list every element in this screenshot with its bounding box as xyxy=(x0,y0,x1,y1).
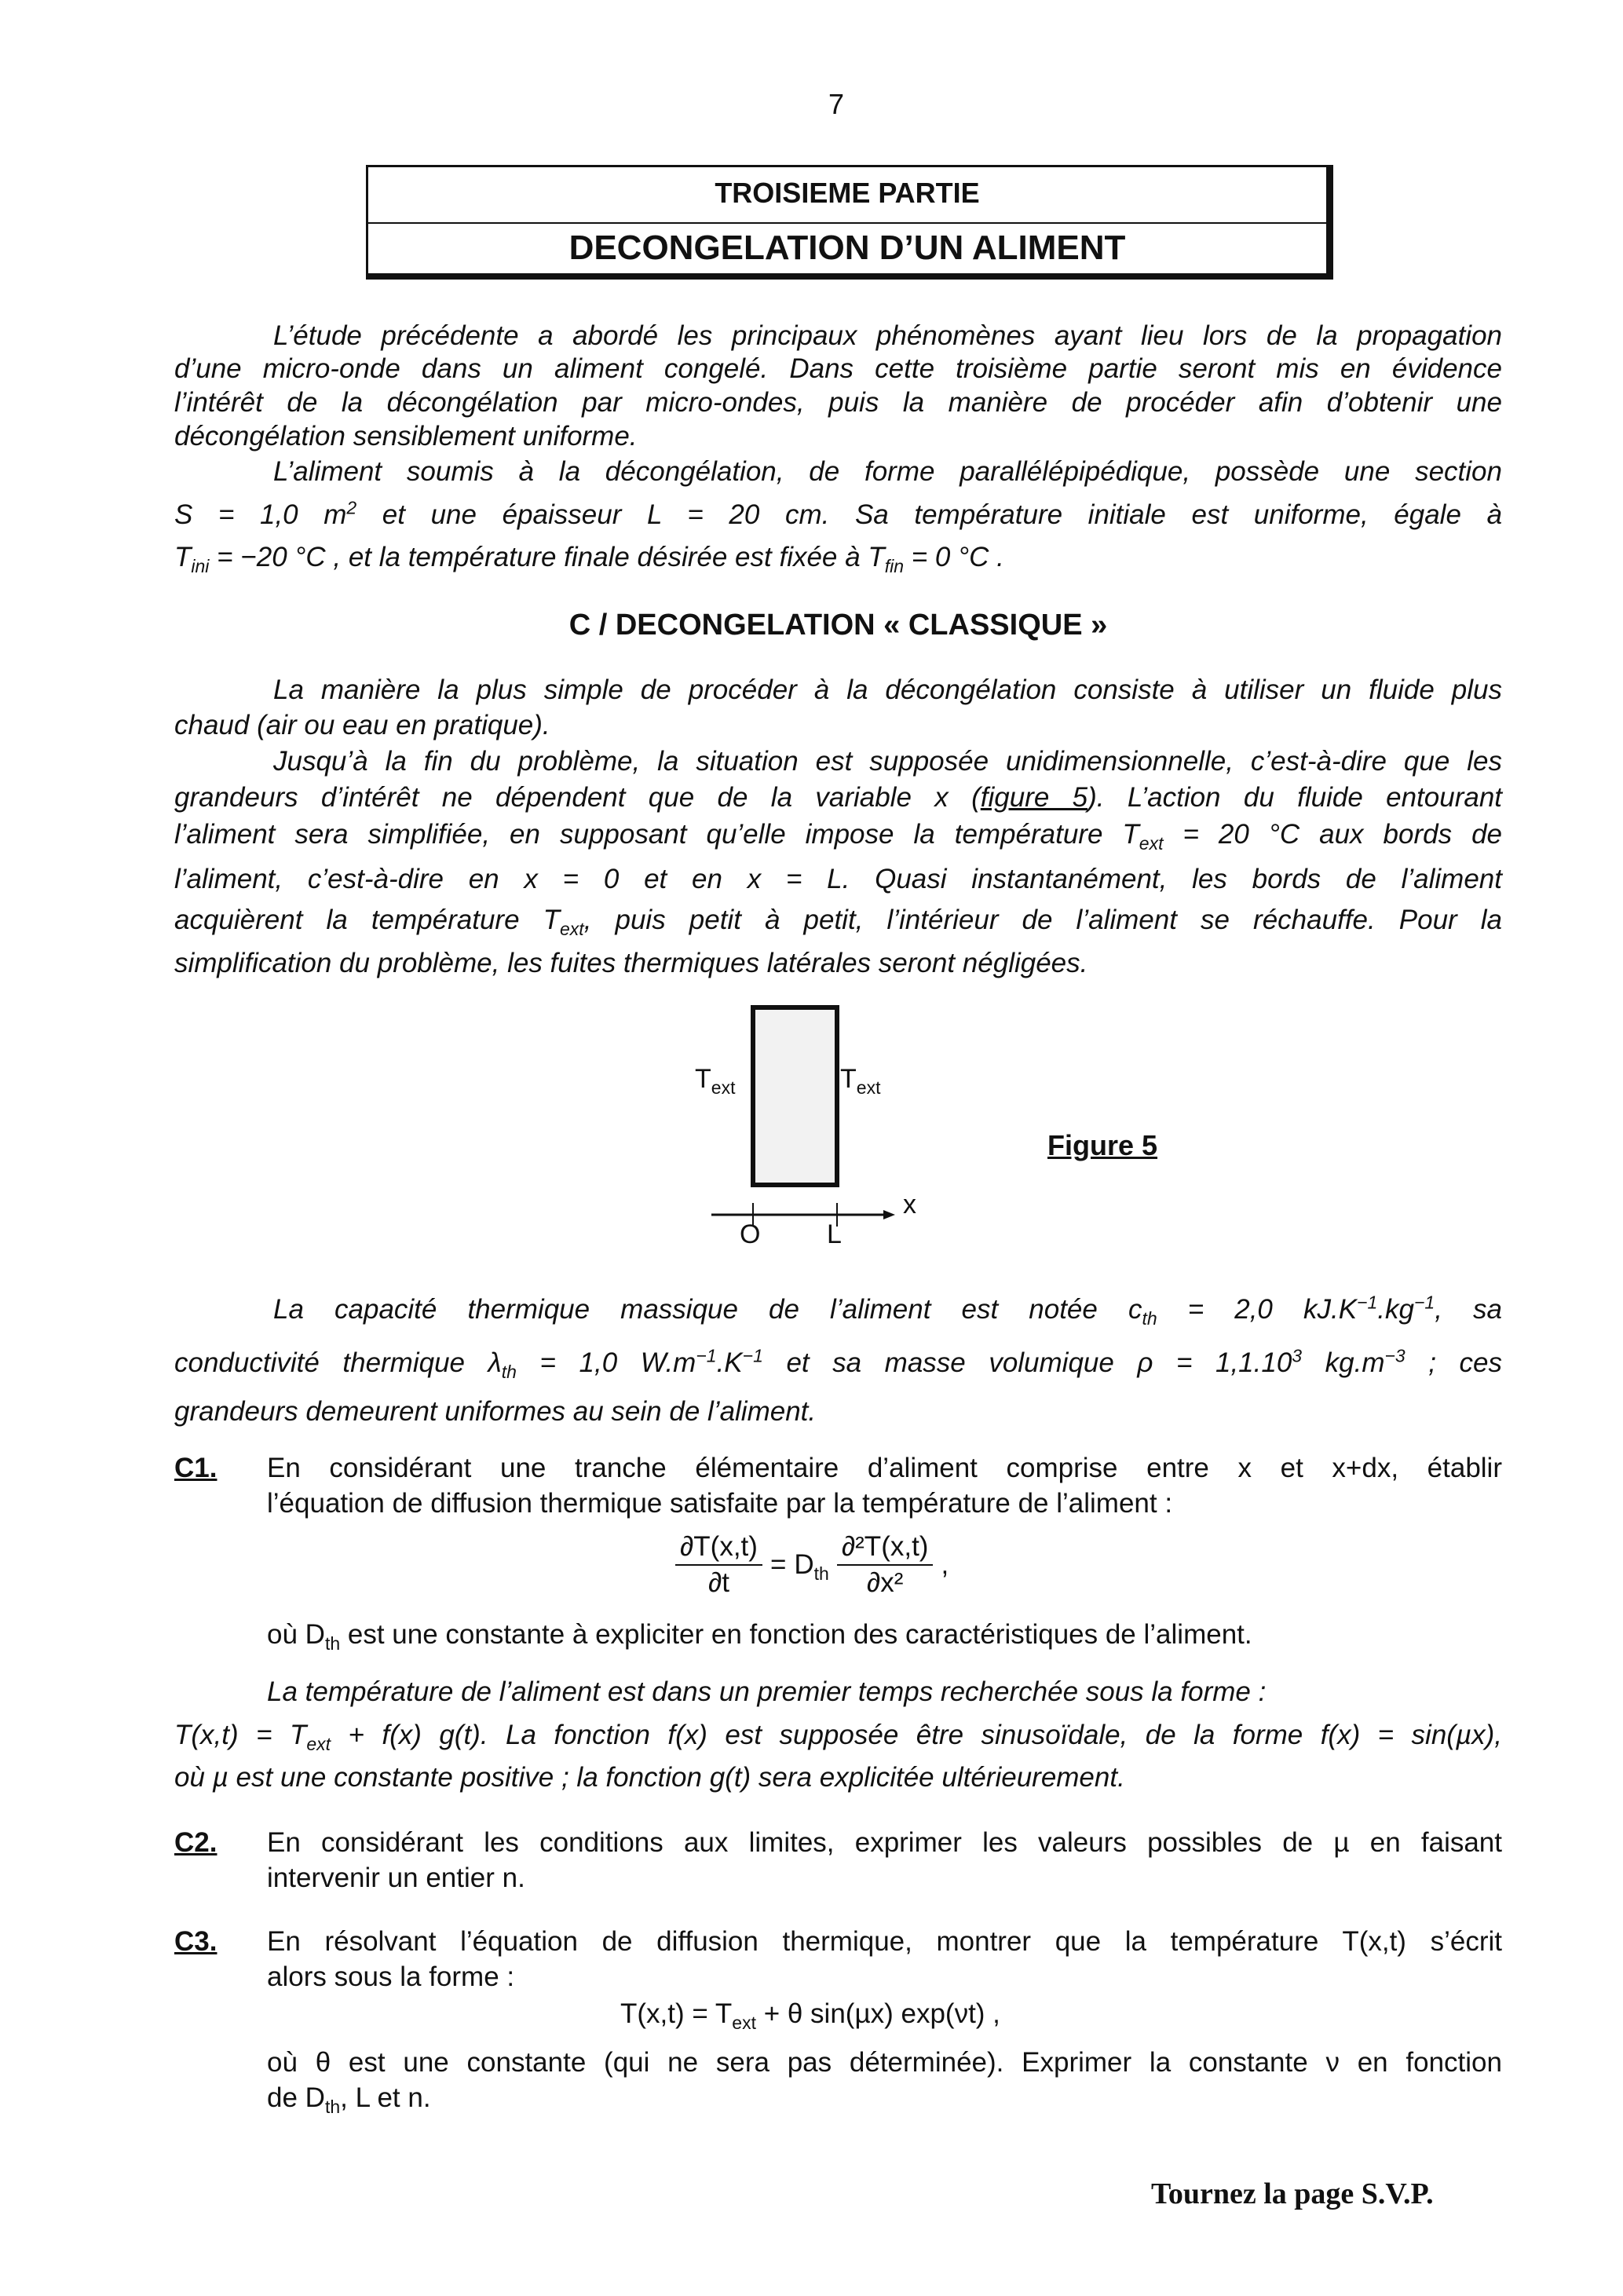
text-line xyxy=(174,1717,1502,1753)
text-run: décongélation sensiblement uniforme. xyxy=(174,421,638,452)
text-line xyxy=(174,1345,1502,1381)
subscript: ext xyxy=(1139,833,1164,854)
part-title: TROISIEME PARTIE xyxy=(715,177,980,209)
text-run: S = 1,0 m xyxy=(174,499,347,530)
origin-label: O xyxy=(740,1219,761,1249)
text-run: l’aliment, c’est-à-dire en x = 0 et en x = L. Quasi instantanément, les bords de l’aliment xyxy=(174,864,1502,894)
text-line xyxy=(174,861,1502,898)
text-run: et sa masse volumique ρ = 1,1.10 xyxy=(762,1347,1292,1378)
ext-subscript: ext xyxy=(711,1077,736,1098)
figure-reference-link[interactable]: figure 5 xyxy=(980,782,1088,813)
text-run: L’étude précédente a abordé les principaux phénomènes ayant lieu lors de la propagation xyxy=(273,320,1502,351)
lhs-denominator: ∂t xyxy=(707,1567,729,1598)
text-line xyxy=(174,385,1502,421)
text-line xyxy=(267,1450,1502,1486)
lhs-fraction xyxy=(675,1531,762,1599)
subscript: th xyxy=(324,2097,341,2117)
text-run: ; ces xyxy=(1405,1347,1503,1378)
text-run: kg.m xyxy=(1302,1347,1385,1378)
turn-page-note: Tournez la page S.V.P. xyxy=(1151,2177,1434,2210)
text-run: La manière la plus simple de procéder à la décongélation consiste à utiliser un fluide plus xyxy=(273,675,1502,705)
text-run: de D xyxy=(267,2082,325,2113)
text-line xyxy=(273,454,1502,490)
text-run: = 2,0 kJ.K xyxy=(1157,1294,1358,1325)
text-run: est une constante à expliciter en fonction des caractéristiques de l’aliment. xyxy=(340,1619,1252,1650)
text-run: La température de l’aliment est dans un premier temps recherchée sous la forme : xyxy=(267,1676,1267,1707)
text-line xyxy=(267,1825,1502,1861)
text-line xyxy=(267,1860,1502,1896)
superscript: −1 xyxy=(1357,1292,1378,1313)
t-symbol: T xyxy=(695,1064,711,1094)
section-heading: C / DECONGELATION « CLASSIQUE » xyxy=(568,609,1108,642)
text-run: , puis petit à petit, l’intérieur de l’aliment se réchauffe. Pour la xyxy=(583,905,1503,935)
text-run: , sa xyxy=(1435,1294,1502,1325)
lhs-numerator: ∂T(x,t) xyxy=(675,1531,762,1566)
text-line xyxy=(267,1674,1502,1710)
text-line xyxy=(174,945,1502,982)
figure-5-diagram xyxy=(675,997,974,1272)
left-boundary-label xyxy=(695,1064,736,1098)
text-line xyxy=(267,1959,1502,1995)
text-run: , L et n. xyxy=(340,2082,431,2113)
text-line xyxy=(620,1996,1502,2032)
page-number: 7 xyxy=(828,88,845,120)
text-line xyxy=(273,318,1502,354)
text-run: grandeurs demeurent uniformes au sein de l’aliment. xyxy=(174,1396,817,1427)
text-run: alors sous la forme : xyxy=(267,1961,515,1992)
text-line xyxy=(174,707,1502,744)
text-run: d’une micro-onde dans un aliment congelé. Dans cette troisième partie seront mis en évidence xyxy=(174,353,1502,384)
text-run: = 20 °C aux bords de xyxy=(1163,819,1502,850)
text-run: acquièrent la température T xyxy=(174,905,560,935)
equals-sign: = xyxy=(769,1549,787,1580)
text-run: T xyxy=(174,542,192,572)
text-run: En considérant une tranche élémentaire d’aliment comprise entre x et x+dx, établir xyxy=(267,1453,1502,1483)
question-c2-label: C2. xyxy=(174,1827,217,1858)
text-run: En résolvant l’équation de diffusion thermique, montrer que la température T(x,t) s’écrit xyxy=(267,1926,1502,1957)
text-run: simplification du problème, les fuites thermiques latérales seront négligées. xyxy=(174,948,1088,978)
text-line xyxy=(174,1760,1502,1796)
text-run: L’aliment soumis à la décongélation, de forme parallélépipédique, possède une section xyxy=(273,456,1502,487)
subscript: th xyxy=(501,1362,517,1382)
text-run: où θ est une constante (qui ne sera pas déterminée). Exprimer la constante ν en fonction xyxy=(267,2047,1502,2078)
question-c3-label: C3. xyxy=(174,1926,217,1957)
text-line xyxy=(174,351,1502,387)
right-boundary-label xyxy=(840,1064,881,1098)
text-line xyxy=(174,419,1502,455)
ext-subscript: ext xyxy=(856,1077,881,1098)
superscript: −1 xyxy=(696,1345,717,1366)
superscript: −1 xyxy=(1413,1292,1435,1313)
text-run: grandeurs d’intérêt ne dépendent que de la variable x ( xyxy=(174,782,981,813)
diffusion-coefficient xyxy=(794,1549,829,1584)
text-line xyxy=(267,2045,1502,2081)
text-line xyxy=(273,1292,1502,1328)
text-run: et une épaisseur L = 20 cm. Sa température initiale est uniforme, égale à xyxy=(356,499,1502,530)
superscript: 3 xyxy=(1292,1345,1303,1366)
text-run: Jusqu’à la fin du problème, la situation est supposée unidimensionnelle, c’est-à-dire que les xyxy=(273,746,1502,777)
text-run: l’intérêt de la décongélation par micro-ondes, puis la manière de procéder afin d’obtenir une xyxy=(174,387,1502,418)
text-line xyxy=(174,497,1502,533)
question-c1-label: C1. xyxy=(174,1453,217,1483)
rhs-numerator: ∂²T(x,t) xyxy=(837,1531,934,1566)
text-run: chaud (air ou eau en pratique). xyxy=(174,710,550,740)
rhs-denominator: ∂x² xyxy=(866,1567,904,1598)
subscript: ext xyxy=(306,1734,331,1754)
text-line xyxy=(174,539,1502,576)
text-run: T(x,t) = T xyxy=(174,1720,307,1750)
text-line xyxy=(267,1486,1502,1522)
text-line xyxy=(267,1617,1502,1653)
text-run: En considérant les conditions aux limites, exprimer les valeurs possibles de µ en faisant xyxy=(267,1827,1502,1858)
equation-comma: , xyxy=(941,1549,949,1580)
text-run: + f(x) g(t). La fonction f(x) est supposée être sinusoïdale, de la forme f(x) = sin(µx), xyxy=(331,1720,1502,1750)
coef-symbol: D xyxy=(794,1549,814,1580)
text-run: conductivité thermique λ xyxy=(174,1347,502,1378)
food-slab xyxy=(753,1007,837,1185)
section-title: DECONGELATION D’UN ALIMENT xyxy=(368,222,1326,268)
text-run: La capacité thermique massique de l’aliment est notée c xyxy=(273,1294,1142,1325)
text-run: = 0 °C . xyxy=(904,542,1004,572)
rhs-fraction xyxy=(837,1531,934,1599)
subscript: ext xyxy=(732,2013,756,2033)
subscript: ini xyxy=(191,556,210,576)
text-line xyxy=(174,780,1502,816)
superscript: −3 xyxy=(1384,1345,1406,1366)
text-run: = −20 °C , et la température finale désirée est fixée à T xyxy=(209,542,885,572)
title-box xyxy=(366,165,1333,280)
text-run: ). L’action du fluide entourant xyxy=(1087,782,1503,813)
axis-label: x xyxy=(903,1190,916,1219)
text-run: intervenir un entier n. xyxy=(267,1863,525,1893)
subscript: th xyxy=(324,1633,341,1654)
length-label: L xyxy=(827,1219,842,1249)
x-axis-arrow-icon xyxy=(883,1210,895,1219)
text-run: .kg xyxy=(1377,1294,1414,1325)
text-run: l’aliment sera simplifiée, en supposant qu’elle impose la température T xyxy=(174,819,1139,850)
text-line xyxy=(267,2080,1502,2116)
subscript: fin xyxy=(884,556,904,576)
subscript: th xyxy=(1142,1308,1157,1329)
diffusion-equation xyxy=(675,1531,949,1599)
text-run: .K xyxy=(716,1347,743,1378)
text-run: = 1,0 W.m xyxy=(516,1347,696,1378)
text-line xyxy=(174,817,1502,853)
text-line xyxy=(174,1394,1502,1430)
text-run: T(x,t) = T xyxy=(620,1998,733,2029)
text-line xyxy=(267,1924,1502,1960)
superscript: 2 xyxy=(346,497,357,518)
text-run: + θ sin(µx) exp(νt) , xyxy=(755,1998,1000,2029)
text-run: où D xyxy=(267,1619,325,1650)
text-line xyxy=(174,902,1502,938)
figure-caption: Figure 5 xyxy=(1047,1129,1158,1161)
subscript: ext xyxy=(560,919,584,939)
t-symbol: T xyxy=(840,1064,857,1094)
text-line xyxy=(273,672,1502,708)
text-run: l’équation de diffusion thermique satisfaite par la température de l’aliment : xyxy=(267,1488,1173,1519)
superscript: −1 xyxy=(742,1345,763,1366)
text-line xyxy=(273,744,1502,780)
coef-subscript: th xyxy=(813,1563,829,1584)
text-run: où µ est une constante positive ; la fonction g(t) sera explicitée ultérieurement. xyxy=(174,1762,1125,1793)
